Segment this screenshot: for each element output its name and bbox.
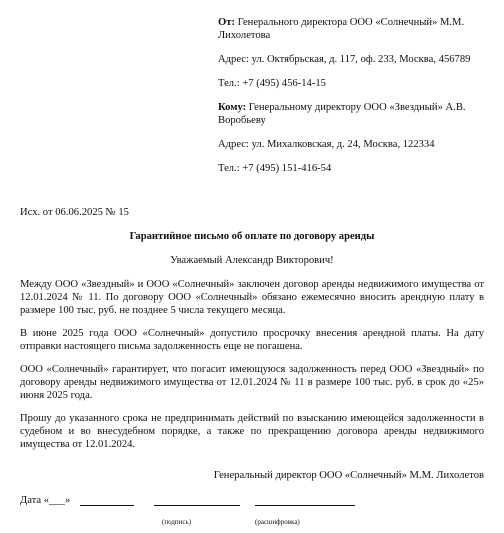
sender-address: Адрес: ул. Октябрьская, д. 117, оф. 233, Москва, 456789 (218, 54, 471, 65)
paragraph: Прошу до указанного срока не предпринимать действий по взысканию имеющейся задолженности в судебном и во внесудебном порядке, а также по прекращению договора аренды недвижимого имущества от 12.01.2024. (20, 413, 484, 450)
decoding-line (255, 505, 355, 506)
decoding-caption: (расшифровка) (255, 518, 300, 526)
letter-body (20, 278, 484, 461)
from-text: Генерального директора ООО «Солнечный» М.М. Лихолетова (218, 17, 465, 41)
recipient-address: Адрес: ул. Михалковская, д. 24, Москва, 122334 (218, 139, 435, 150)
paragraph: ООО «Солнечный» гарантирует, что погасит имеющуюся задолженность перед ООО «Звездный» по договору аренды недвижимого имущества от 12.01.2024 № 11 в размере 100 тыс. руб. в срок до «25» июня 2025 года. (20, 364, 484, 401)
date-label: Дата «___» (20, 495, 71, 506)
outgoing-number: Исх. от 06.06.2025 № 15 (20, 207, 129, 218)
to-text: Генеральному директору ООО «Звездный» А.В. Воробьеву (218, 102, 466, 126)
paragraph: В июне 2025 года ООО «Солнечный» допустило просрочку внесения арендной платы. На дату отправки настоящего письма задолженность еще не погашена. (20, 328, 484, 352)
letter-header (218, 16, 484, 186)
sender-block (218, 16, 484, 42)
letter-title: Гарантийное письмо об оплате по договору аренды (129, 231, 375, 242)
signer-line: Генеральный директор ООО «Солнечный» М.М. Лихолетов (213, 470, 484, 481)
from-label: От: (218, 17, 235, 28)
greeting: Уважаемый Александр Викторович! (170, 255, 334, 266)
recipient-phone: Тел.: +7 (495) 151-416-54 (218, 163, 332, 174)
paragraph: Между ООО «Звездный» и ООО «Солнечный» заключен договор аренды недвижимого имущества от 12.01.2024 № 11. По договору ООО «Солнечный» обязано ежемесячно вносить арендную плату в размере 100 тыс. руб. не позднее 5 числа текущего месяца. (20, 279, 484, 316)
signature-caption: (подпись) (162, 518, 192, 526)
to-label: Кому: (218, 102, 247, 113)
sender-phone: Тел.: +7 (495) 456-14-15 (218, 78, 326, 89)
signature-line (154, 505, 240, 506)
date-line (80, 505, 134, 506)
recipient-block (218, 101, 484, 127)
